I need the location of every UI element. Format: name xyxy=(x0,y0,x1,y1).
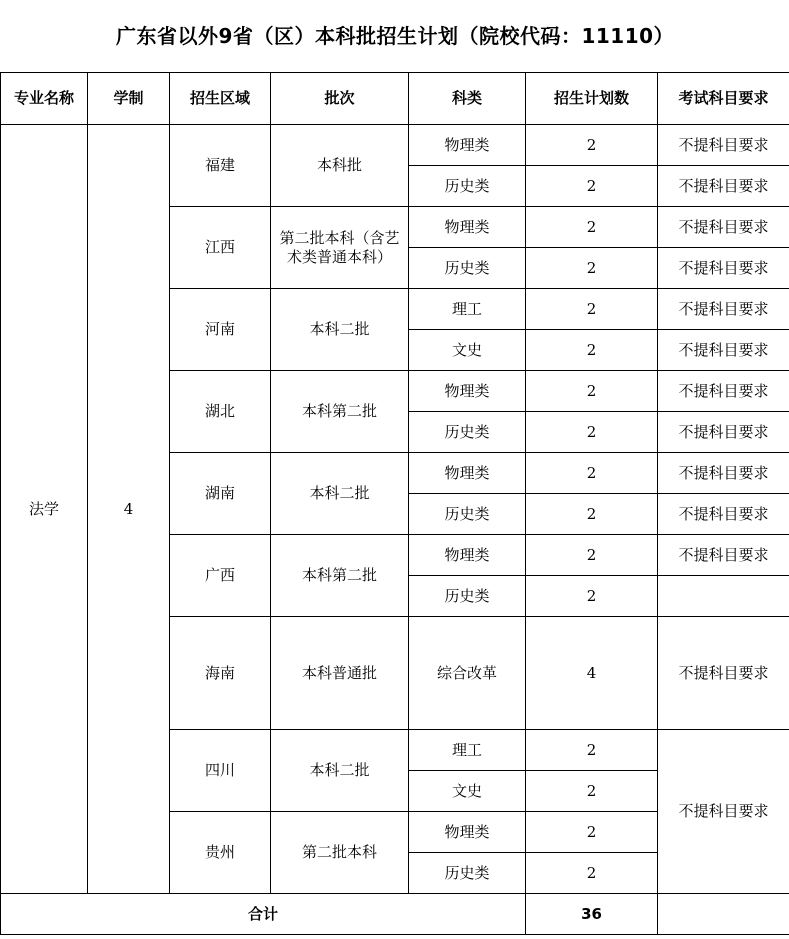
region-cell: 江西 xyxy=(170,207,271,289)
requirement-cell: 不提科目要求 xyxy=(658,535,789,576)
header-quota: 招生计划数 xyxy=(526,73,658,125)
region-cell: 四川 xyxy=(170,730,271,812)
quota-cell: 2 xyxy=(526,371,658,412)
quota-cell: 2 xyxy=(526,330,658,371)
batch-cell: 本科二批 xyxy=(271,289,409,371)
requirement-cell: 不提科目要求 xyxy=(658,166,789,207)
requirement-cell: 不提科目要求 xyxy=(658,289,789,330)
category-cell: 物理类 xyxy=(409,207,526,248)
category-cell: 历史类 xyxy=(409,412,526,453)
region-cell: 湖南 xyxy=(170,453,271,535)
requirement-cell: 不提科目要求 xyxy=(658,125,789,166)
region-cell: 福建 xyxy=(170,125,271,207)
category-cell: 文史 xyxy=(409,330,526,371)
region-cell: 广西 xyxy=(170,535,271,617)
batch-cell: 第二批本科（含艺术类普通本科） xyxy=(271,207,409,289)
batch-cell: 本科二批 xyxy=(271,453,409,535)
requirement-cell: 不提科目要求 xyxy=(658,453,789,494)
total-label: 合计 xyxy=(1,894,526,935)
requirement-cell: 不提科目要求 xyxy=(658,330,789,371)
quota-cell: 2 xyxy=(526,853,658,894)
total-quota: 36 xyxy=(526,894,658,935)
category-cell: 物理类 xyxy=(409,125,526,166)
quota-cell: 2 xyxy=(526,412,658,453)
quota-cell: 2 xyxy=(526,207,658,248)
category-cell: 物理类 xyxy=(409,453,526,494)
category-cell: 历史类 xyxy=(409,853,526,894)
region-cell: 贵州 xyxy=(170,812,271,894)
quota-cell: 2 xyxy=(526,576,658,617)
category-cell: 物理类 xyxy=(409,812,526,853)
header-category: 科类 xyxy=(409,73,526,125)
quota-cell: 2 xyxy=(526,771,658,812)
category-cell: 历史类 xyxy=(409,494,526,535)
requirement-cell xyxy=(658,576,789,617)
batch-cell: 本科普通批 xyxy=(271,617,409,730)
requirement-cell: 不提科目要求 xyxy=(658,412,789,453)
requirement-cell: 不提科目要求 xyxy=(658,494,789,535)
header-requirement: 考试科目要求 xyxy=(658,73,789,125)
requirement-cell: 不提科目要求 xyxy=(658,617,789,730)
requirement-cell: 不提科目要求 xyxy=(658,248,789,289)
quota-cell: 2 xyxy=(526,812,658,853)
category-cell: 文史 xyxy=(409,771,526,812)
quota-cell: 2 xyxy=(526,248,658,289)
quota-cell: 2 xyxy=(526,125,658,166)
category-cell: 历史类 xyxy=(409,576,526,617)
region-cell: 湖北 xyxy=(170,371,271,453)
quota-cell: 2 xyxy=(526,289,658,330)
region-cell: 河南 xyxy=(170,289,271,371)
region-cell: 海南 xyxy=(170,617,271,730)
requirement-cell: 不提科目要求 xyxy=(658,371,789,412)
quota-cell: 2 xyxy=(526,166,658,207)
quota-cell: 4 xyxy=(526,617,658,730)
batch-cell: 本科第二批 xyxy=(271,535,409,617)
total-requirement xyxy=(658,894,789,935)
category-cell: 综合改革 xyxy=(409,617,526,730)
requirement-cell: 不提科目要求 xyxy=(658,207,789,248)
category-cell: 物理类 xyxy=(409,535,526,576)
batch-cell: 本科第二批 xyxy=(271,371,409,453)
category-cell: 物理类 xyxy=(409,371,526,412)
batch-cell: 本科二批 xyxy=(271,730,409,812)
category-cell: 历史类 xyxy=(409,166,526,207)
major-cell: 法学 xyxy=(1,125,88,894)
table-row xyxy=(1,125,789,166)
header-major: 专业名称 xyxy=(1,73,88,125)
header-batch: 批次 xyxy=(271,73,409,125)
quota-cell: 2 xyxy=(526,730,658,771)
category-cell: 理工 xyxy=(409,730,526,771)
table-title: 广东省以外9省（区）本科批招生计划（院校代码：11110） xyxy=(1,0,789,73)
quota-cell: 2 xyxy=(526,535,658,576)
batch-cell: 本科批 xyxy=(271,125,409,207)
header-row xyxy=(1,73,789,125)
category-cell: 历史类 xyxy=(409,248,526,289)
requirement-cell: 不提科目要求 xyxy=(658,730,789,894)
batch-cell: 第二批本科 xyxy=(271,812,409,894)
duration-cell: 4 xyxy=(88,125,170,894)
category-cell: 理工 xyxy=(409,289,526,330)
header-duration: 学制 xyxy=(88,73,170,125)
quota-cell: 2 xyxy=(526,453,658,494)
total-row xyxy=(1,894,789,935)
header-region: 招生区域 xyxy=(170,73,271,125)
quota-cell: 2 xyxy=(526,494,658,535)
